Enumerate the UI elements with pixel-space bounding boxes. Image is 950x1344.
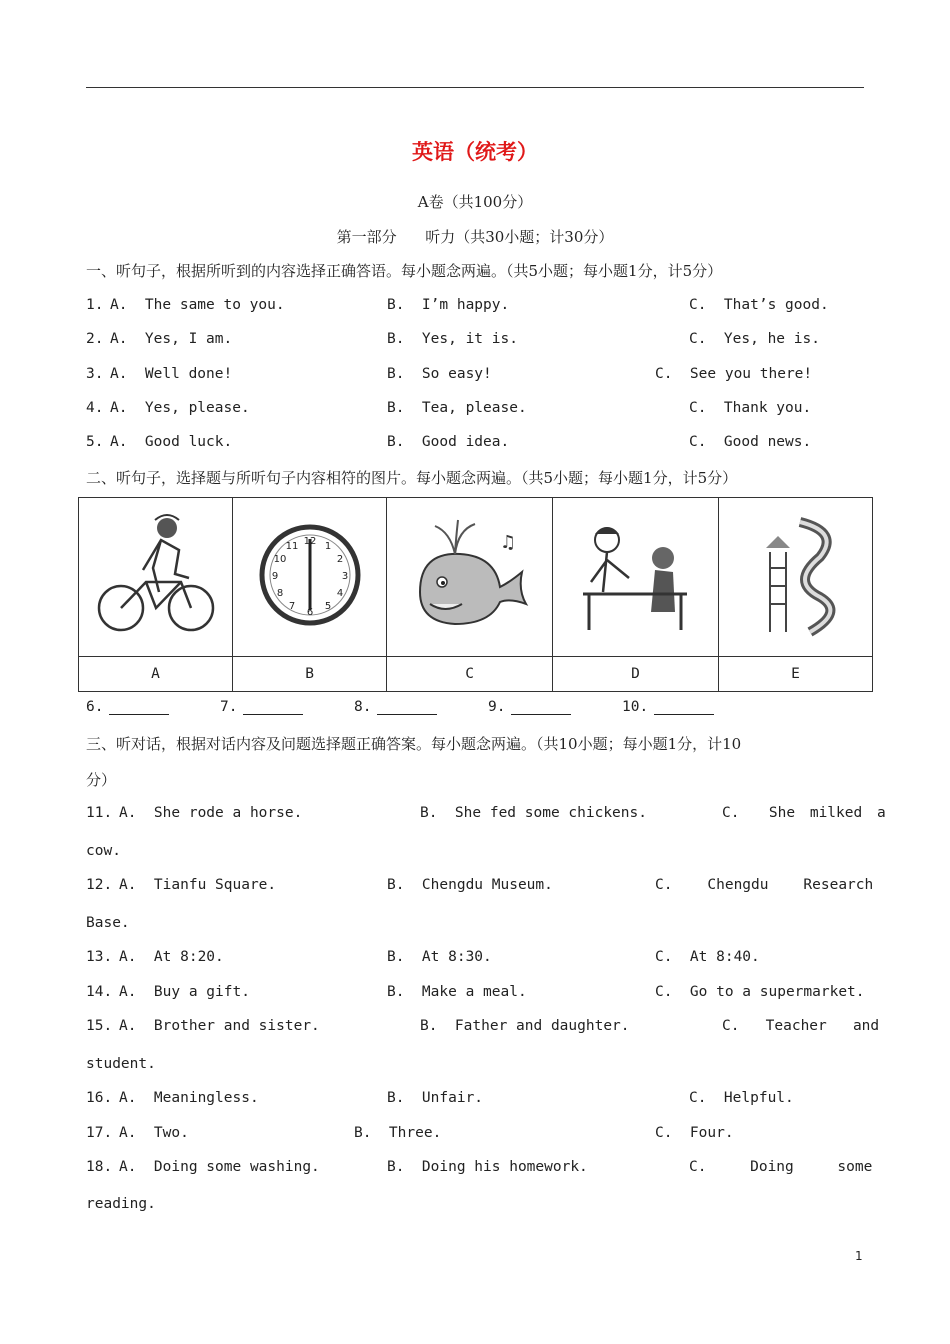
option-c: C. Four. [655, 1125, 734, 1141]
section2-instruction: 二、听句子，选择题与所听句子内容相符的图片。每小题念两遍。（共5小题；每小题1分，计5分） [86, 469, 738, 487]
option-a: A. Yes, I am. [110, 331, 233, 347]
blank-6[interactable]: 6. [86, 699, 169, 715]
picture-cell-e [718, 498, 872, 657]
question-number: 5. [86, 434, 104, 450]
svg-text:7: 7 [288, 601, 295, 612]
blank-8[interactable]: 8. [354, 699, 437, 715]
picture-label: A [79, 657, 233, 692]
picture-label: E [718, 657, 872, 692]
option-b: B. So easy! [387, 366, 492, 382]
svg-text:2: 2 [336, 554, 343, 565]
svg-text:6: 6 [306, 607, 313, 618]
option-a: A. Good luck. [110, 434, 233, 450]
option-a: A. At 8:20. [119, 949, 224, 965]
option-a: A. Two. [119, 1125, 189, 1141]
svg-text:12: 12 [303, 536, 317, 547]
option-b: B. Father and daughter. [420, 1018, 630, 1034]
section3-instruction: 三、听对话，根据对话内容及问题选择题正确答案。每小题念两遍。（共10小题；每小题1分，计10 [86, 735, 742, 753]
question-number: 4. [86, 400, 104, 416]
question-number: 14. [86, 984, 113, 1000]
blank-9[interactable]: 9. [488, 699, 571, 715]
question-number: 3. [86, 366, 104, 382]
question-number: 1. [86, 297, 104, 313]
picture-label: B [233, 657, 387, 692]
option-c-continued: reading. [86, 1196, 156, 1212]
svg-text:1: 1 [324, 541, 331, 552]
option-a: A. Meaningless. [119, 1090, 259, 1106]
option-c-continued: cow. [86, 843, 121, 859]
svg-text:11: 11 [285, 541, 299, 552]
option-c: C. At 8:40. [655, 949, 760, 965]
option-b: B. Tea, please. [387, 400, 527, 416]
option-b: B. Three. [354, 1125, 442, 1141]
option-b: B. At 8:30. [387, 949, 492, 965]
option-a: A. Yes, please. [110, 400, 250, 416]
option-c: C. Go to a supermarket. [655, 984, 865, 1000]
waterslide-icon [730, 512, 860, 638]
question-number: 18. [86, 1159, 113, 1175]
option-c: C. That’s good. [689, 297, 829, 313]
page-number: 1 [855, 1249, 863, 1263]
option-c: C. She milked a [722, 805, 886, 821]
option-b: B. Make a meal. [387, 984, 527, 1000]
option-a: A. The same to you. [110, 297, 285, 313]
option-c: C. Helpful. [689, 1090, 794, 1106]
option-c-continued: Base. [86, 915, 130, 931]
page-title: 英语（统考） [412, 139, 538, 164]
option-b: B. She fed some chickens. [420, 805, 647, 821]
svg-text:4: 4 [336, 588, 343, 599]
option-b: B. Doing his homework. [387, 1159, 588, 1175]
option-b: B. Unfair. [387, 1090, 484, 1106]
question-number: 11. [86, 805, 113, 821]
whale-icon [400, 512, 540, 638]
option-a: A. She rode a horse. [119, 805, 303, 821]
picture-cell-c [387, 498, 553, 657]
picture-label: D [553, 657, 719, 692]
picture-label: C [387, 657, 553, 692]
option-a: A. Tianfu Square. [119, 877, 277, 893]
option-c: C. Chengdu Research [655, 877, 874, 893]
option-b: B. I’m happy. [387, 297, 510, 313]
svg-text:8: 8 [276, 588, 283, 599]
question-number: 13. [86, 949, 113, 965]
option-b: B. Good idea. [387, 434, 510, 450]
option-b: B. Yes, it is. [387, 331, 518, 347]
part1-title: 第一部分 听力（共30小题；计30分） [336, 228, 614, 246]
option-c: C. See you there! [655, 366, 813, 382]
picture-cell-a [79, 498, 233, 657]
svg-text:♫: ♫ [499, 532, 516, 553]
question-number: 2. [86, 331, 104, 347]
option-a: A. Doing some washing. [119, 1159, 320, 1175]
blank-7[interactable]: 7. [220, 699, 303, 715]
option-a: A. Buy a gift. [119, 984, 250, 1000]
svg-text:5: 5 [324, 601, 331, 612]
option-c: C. Good news. [689, 434, 812, 450]
svg-text:3: 3 [341, 571, 348, 582]
question-number: 16. [86, 1090, 113, 1106]
blank-10[interactable]: 10. [622, 699, 714, 715]
option-c: C. Yes, he is. [689, 331, 820, 347]
option-c: C. Thank you. [689, 400, 812, 416]
picture-cell-b [233, 498, 387, 657]
paper-subtitle: A卷（共100分） [417, 193, 533, 211]
question-number: 17. [86, 1125, 113, 1141]
question-number: 12. [86, 877, 113, 893]
picture-table [78, 497, 873, 692]
option-a: A. Brother and sister. [119, 1018, 320, 1034]
cyclist-icon [91, 512, 221, 638]
option-c: C. Doing some [689, 1159, 873, 1175]
section3-instruction-cont: 分） [86, 771, 117, 789]
option-c-continued: student. [86, 1056, 156, 1072]
option-b: B. Chengdu Museum. [387, 877, 553, 893]
svg-text:9: 9 [271, 571, 278, 582]
clock-icon [245, 512, 375, 638]
picture-cell-d [553, 498, 719, 657]
teacher-student-icon [565, 512, 705, 638]
question-number: 15. [86, 1018, 113, 1034]
option-a: A. Well done! [110, 366, 233, 382]
option-c: C. Teacher and [722, 1018, 880, 1034]
svg-text:10: 10 [273, 554, 287, 565]
header-rule [86, 87, 864, 88]
section1-instruction: 一、听句子，根据所听到的内容选择正确答语。每小题念两遍。（共5小题；每小题1分，计5分） [86, 262, 723, 280]
